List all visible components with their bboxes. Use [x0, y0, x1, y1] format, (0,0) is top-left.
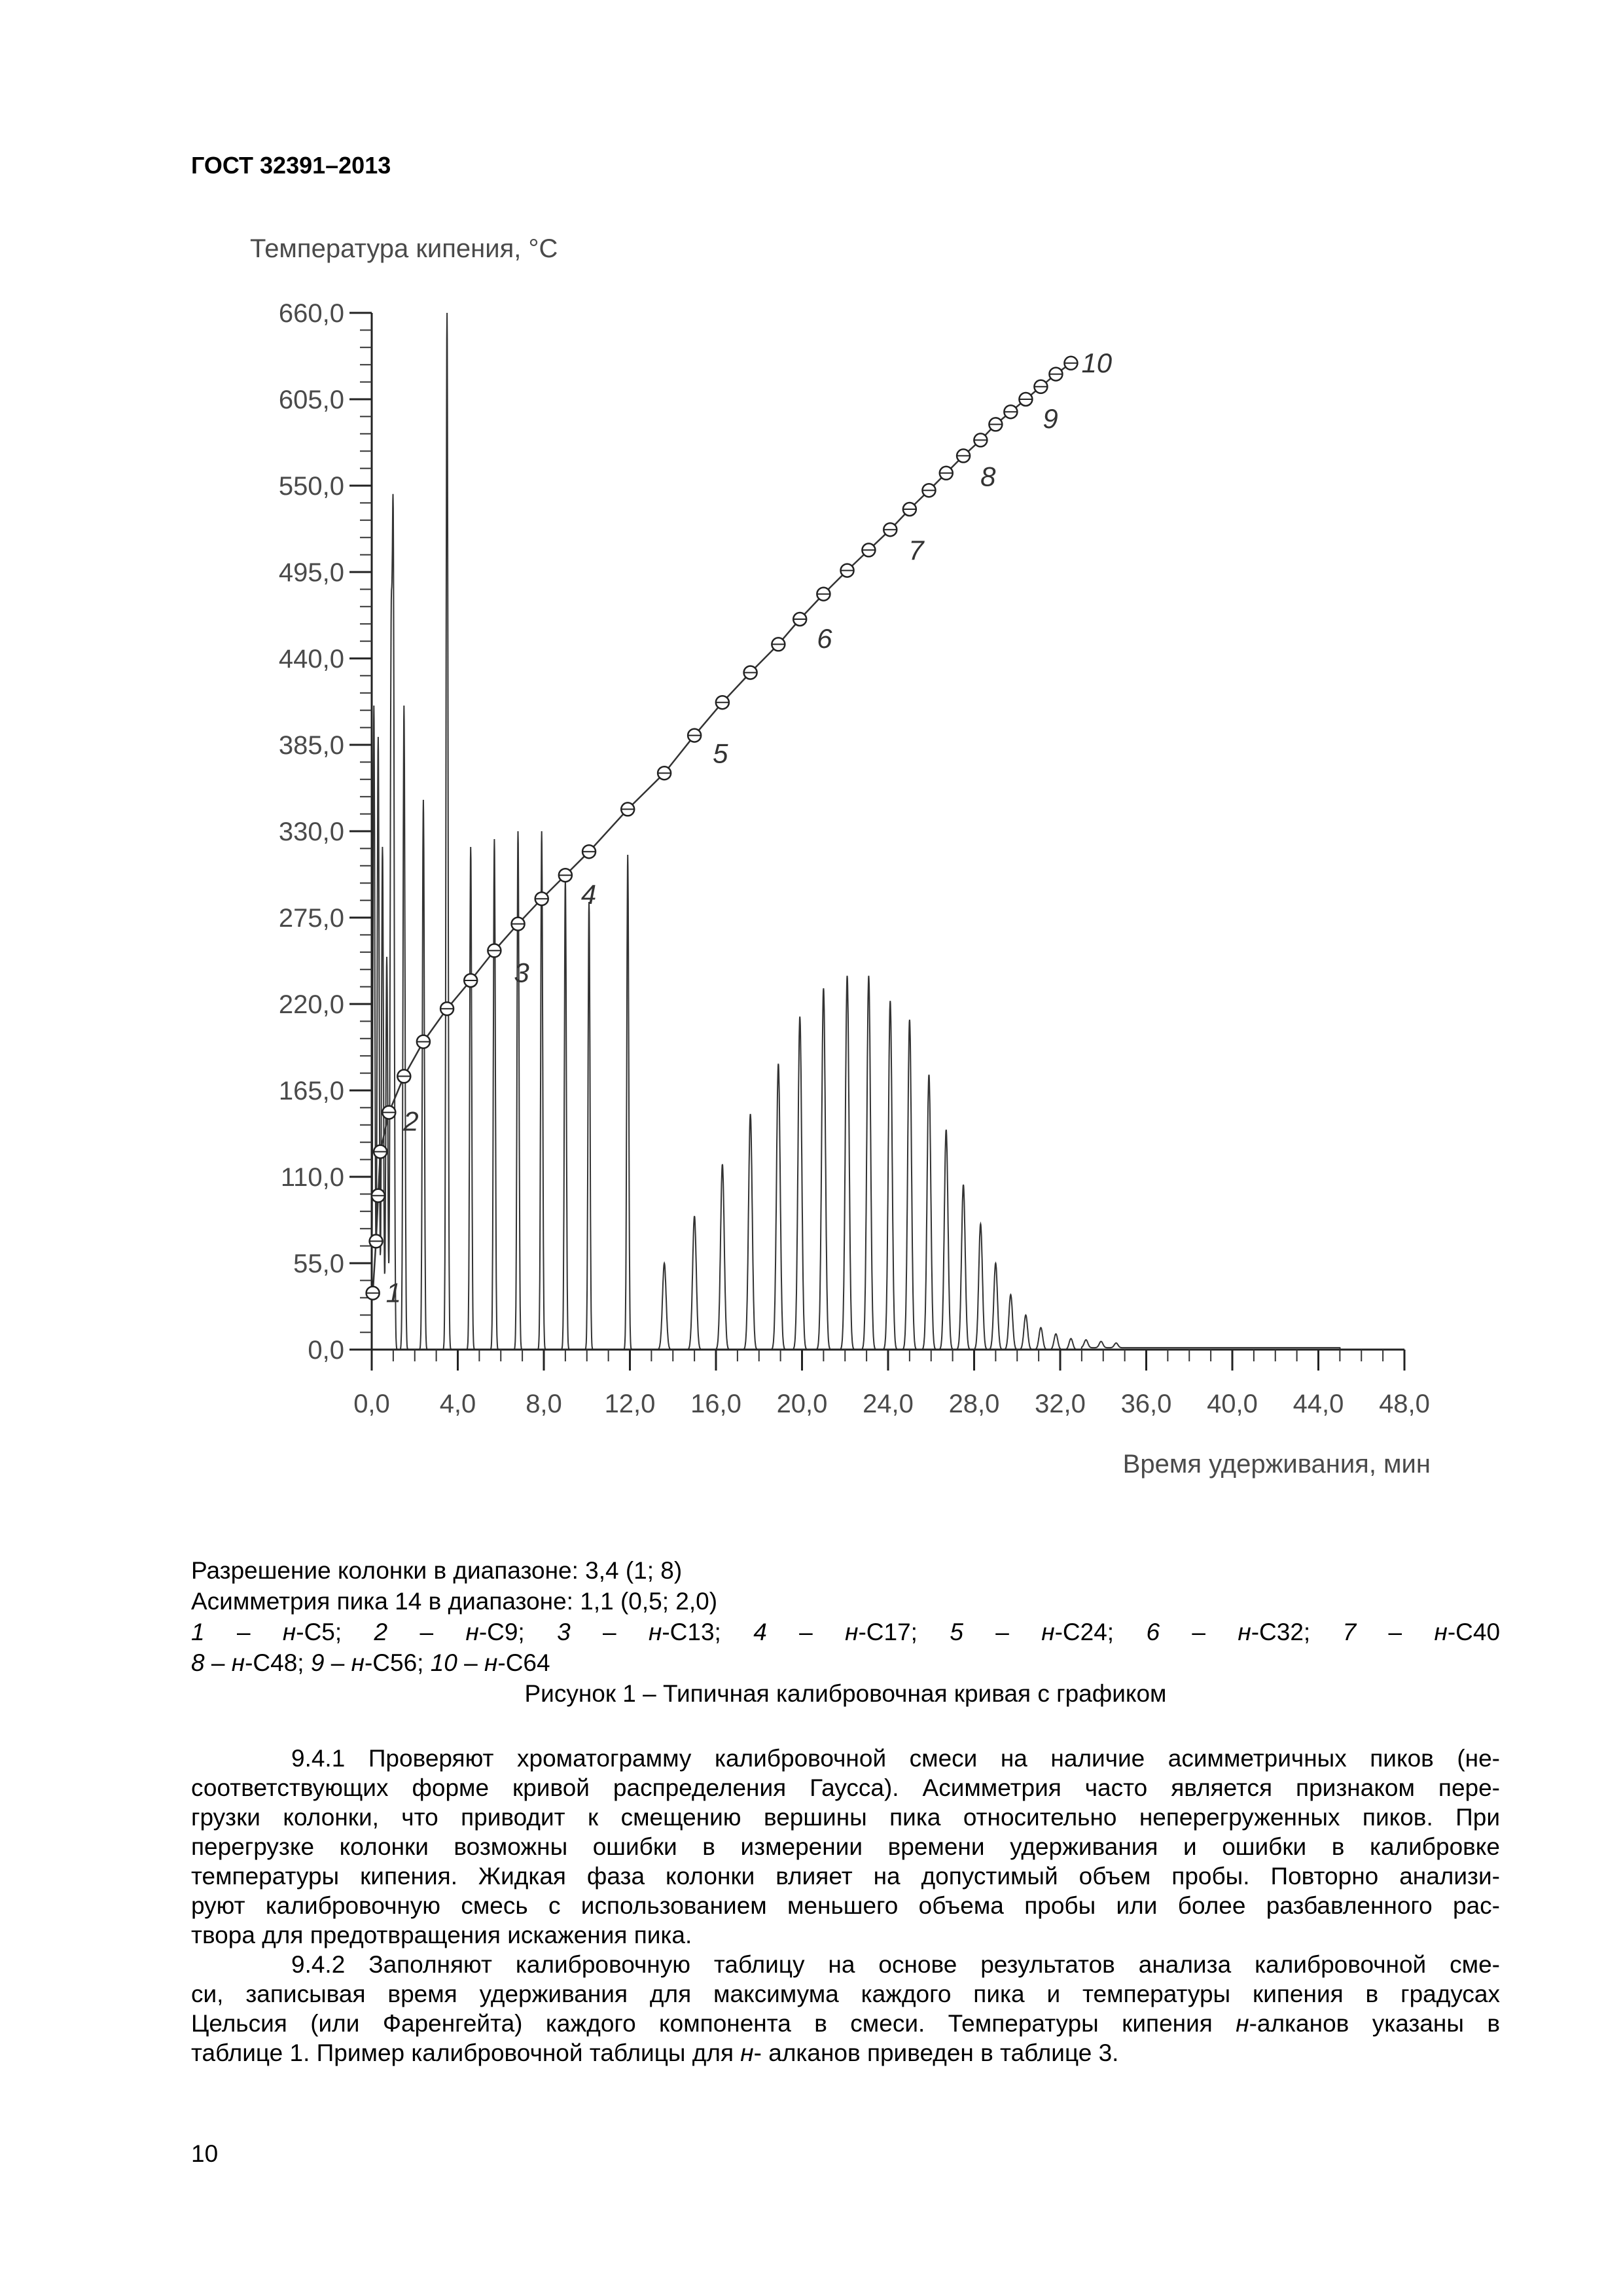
calibration-point	[903, 503, 916, 516]
calibration-point	[793, 613, 806, 626]
calibration-point	[582, 845, 596, 858]
calibration-point	[1019, 393, 1032, 406]
y-tick-label: 0,0	[308, 1336, 344, 1365]
component-entry: 6 – н-С32;	[1146, 1619, 1311, 1645]
text-line: соответствующих форме кривой распределения Гаусса). Асимметрия часто является признаком пере-	[191, 1774, 1500, 1801]
component-prefix: н	[351, 1649, 365, 1676]
calibration-point	[862, 543, 875, 556]
y-tick-label: 495,0	[278, 558, 344, 587]
calibration-point	[957, 449, 970, 462]
calibration-line	[373, 363, 1071, 1293]
calibration-point	[559, 869, 572, 882]
calibration-point	[1064, 357, 1077, 370]
y-tick-label: 550,0	[278, 472, 344, 501]
document-code: ГОСТ 32391–2013	[191, 152, 391, 179]
x-tick-label: 44,0	[1293, 1390, 1344, 1418]
component-prefix: н	[231, 1649, 245, 1676]
x-tick-label: 12,0	[604, 1390, 656, 1418]
x-tick-label: 8,0	[526, 1390, 562, 1418]
component-mark-label: 10	[1081, 347, 1113, 378]
component-mark-label: 7	[908, 535, 924, 566]
text-line: температуры кипения. Жидкая фаза колонки влияет на допустимый объем пробы. Повторно анализи-	[191, 1863, 1500, 1890]
component-entry: 2 – н-С9;	[374, 1619, 525, 1645]
text-line: си, записывая время удерживания для максимума каждого пика и температуры кипения в градусах	[191, 1981, 1500, 2007]
x-tick-label: 28,0	[948, 1390, 1000, 1418]
component-entry: 9 – н-С56;	[310, 1649, 424, 1676]
calibration-point	[374, 1145, 387, 1158]
component-mark-label: 6	[817, 623, 832, 654]
calibration-point	[366, 1287, 380, 1300]
figure-caption: Рисунок 1 – Типичная калибровочная кривая с графиком	[524, 1680, 1167, 1707]
x-tick-label: 36,0	[1120, 1390, 1172, 1418]
italic-prefix: н	[1236, 2010, 1249, 2037]
calibration-point	[464, 974, 477, 987]
x-tick-label: 4,0	[439, 1390, 476, 1418]
component-mark-label: 3	[514, 957, 529, 988]
component-number: 10	[430, 1649, 457, 1676]
components-list-cont	[191, 1647, 1500, 1678]
component-mark-label: 1	[385, 1277, 402, 1308]
x-tick-label: 0,0	[353, 1390, 390, 1418]
text-line: 9.4.2 Заполняют калибровочную таблицу на основе результатов анализа калибровочной сме-	[291, 1951, 1500, 1978]
calibration-point	[488, 944, 501, 957]
y-tick-label: 220,0	[278, 990, 344, 1019]
component-entry: 7 – н-С40	[1342, 1619, 1501, 1645]
component-entry: 1 – н-С5;	[191, 1619, 342, 1645]
component-entry: 4 – н-С17;	[753, 1619, 918, 1645]
x-axis-title: Время удерживания, мин	[1122, 1450, 1431, 1479]
y-tick-label: 660,0	[278, 299, 344, 328]
calibration-point	[440, 1002, 454, 1015]
component-number: 9	[310, 1649, 325, 1676]
calibration-point	[940, 467, 953, 480]
paragraph-9-4-1	[191, 1744, 1500, 1950]
calibration-point	[974, 433, 987, 446]
x-tick-label: 48,0	[1379, 1390, 1430, 1418]
asymmetry-note: Асимметрия пика 14 в диапазоне: 1,1 (0,5; 2,0)	[191, 1588, 718, 1615]
calibration-point	[372, 1189, 385, 1202]
paragraph-9-4-2	[191, 1950, 1500, 2068]
calibration-point	[535, 892, 548, 905]
y-tick-label: 440,0	[278, 645, 344, 673]
text-line: Цельсия (или Фаренгейта) каждого компонента в смеси. Температуры кипения н-алканов указаны в	[191, 2010, 1500, 2037]
y-tick-label: 55,0	[293, 1249, 344, 1278]
calibration-point	[512, 918, 525, 931]
y-tick-label: 110,0	[280, 1163, 344, 1192]
calibration-point	[744, 666, 757, 679]
figure-legend	[191, 1555, 1500, 1709]
x-tick-label: 24,0	[863, 1390, 914, 1418]
calibration-point	[817, 588, 830, 601]
calibration-point	[621, 802, 634, 816]
calibration-point	[417, 1035, 430, 1049]
component-prefix: н	[465, 1619, 479, 1645]
text-line: таблице 1. Пример калибровочной таблицы для н- алканов приведен в таблице 3.	[191, 2039, 1119, 2066]
x-tick-label: 20,0	[776, 1390, 828, 1418]
text-line: грузки колонки, что приводит к смещению вершины пика относительно неперегруженных пиков. При	[191, 1804, 1500, 1831]
component-entry: 3 – н-С13;	[557, 1619, 721, 1645]
component-prefix: н	[1041, 1619, 1055, 1645]
calibration-point	[688, 729, 701, 742]
calibration-point	[772, 637, 785, 651]
component-prefix: н	[648, 1619, 662, 1645]
component-mark-label: 4	[580, 879, 597, 910]
y-tick-label: 385,0	[278, 731, 344, 760]
calibration-point	[397, 1069, 410, 1083]
calibration-point	[716, 696, 729, 709]
chromatogram-trace	[372, 313, 1404, 1350]
component-entry: 5 – н-С24;	[950, 1619, 1115, 1645]
x-tick-label: 40,0	[1207, 1390, 1258, 1418]
calibration-point	[1034, 380, 1047, 393]
calibration-point	[370, 1234, 383, 1247]
calibration-point	[1004, 405, 1017, 418]
component-number: 2	[374, 1619, 388, 1645]
text-line: 9.4.1 Проверяют хроматограмму калибровочной смеси на наличие асимметричных пиков (не-	[291, 1745, 1500, 1772]
component-number: 6	[1146, 1619, 1160, 1645]
component-prefix: н	[845, 1619, 859, 1645]
body-text	[191, 1744, 1500, 2068]
text-line: руют калибровочную смесь с использованием меньшего объема пробы или более разбавленного рас-	[191, 1892, 1500, 1919]
component-entry: 8 – н-С48;	[191, 1649, 304, 1676]
calibration-point	[1049, 368, 1062, 381]
component-number: 1	[191, 1619, 205, 1645]
y-tick-label: 275,0	[278, 904, 344, 933]
component-prefix: н	[1238, 1619, 1251, 1645]
chart-axes	[279, 299, 1430, 1418]
component-mark-label: 2	[403, 1105, 419, 1137]
component-number: 3	[557, 1619, 571, 1645]
chromatogram-line	[372, 313, 1404, 1350]
x-tick-label: 32,0	[1035, 1390, 1086, 1418]
component-number: 5	[950, 1619, 963, 1645]
calibration-point	[382, 1106, 395, 1119]
component-prefix: н	[282, 1619, 296, 1645]
component-prefix: н	[484, 1649, 498, 1676]
y-tick-label: 605,0	[278, 386, 344, 414]
calibration-point	[658, 766, 671, 780]
component-number: 8	[191, 1649, 205, 1676]
component-prefix: н	[1434, 1619, 1448, 1645]
component-mark-label: 5	[713, 738, 728, 769]
component-number: 4	[753, 1619, 767, 1645]
y-tick-label: 165,0	[278, 1077, 344, 1105]
x-tick-label: 16,0	[690, 1390, 741, 1418]
page-number: 10	[191, 2140, 219, 2167]
text-line: твора для предотвращения искажения пика.	[191, 1922, 692, 1948]
text-line: перегрузке колонки возможны ошибки в измерении времени удерживания и ошибки в калибровке	[191, 1833, 1500, 1860]
calibration-point	[922, 484, 935, 497]
component-entry: 10 – н-С64	[430, 1649, 550, 1676]
italic-prefix: н	[740, 2039, 754, 2066]
component-mark-label: 9	[1043, 403, 1058, 434]
resolution-note: Разрешение колонки в диапазоне: 3,4 (1; 8)	[191, 1557, 683, 1584]
calibration-point	[883, 523, 897, 536]
calibration-curve	[366, 357, 1078, 1300]
y-tick-label: 330,0	[278, 817, 344, 846]
component-mark-label: 8	[980, 461, 996, 492]
components-list	[191, 1617, 1500, 1647]
calibration-point	[989, 418, 1002, 431]
component-number: 7	[1342, 1619, 1357, 1645]
y-axis-title: Температура кипения, °С	[250, 234, 558, 263]
calibration-point	[841, 564, 854, 577]
